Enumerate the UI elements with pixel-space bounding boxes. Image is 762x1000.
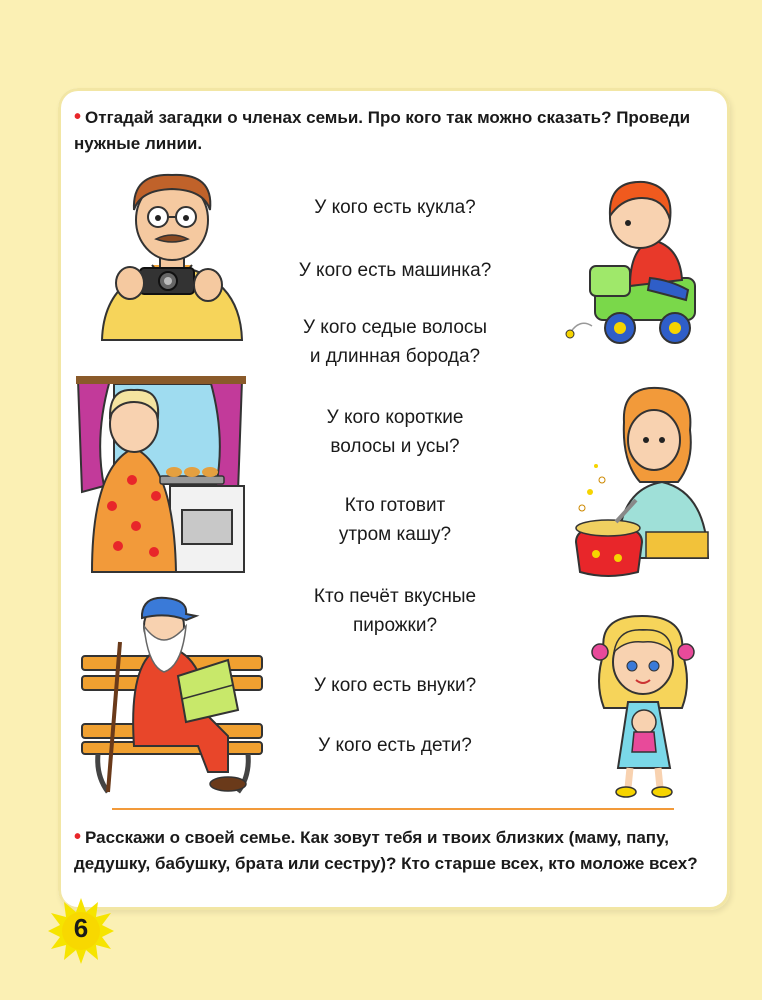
section-divider (112, 808, 674, 810)
question-3 (270, 313, 520, 371)
question-2-line-1: У кого есть машинка? (298, 260, 492, 281)
girl-with-doll-picture (588, 612, 698, 800)
question-7-line-1: У кого есть внуки? (313, 675, 477, 696)
question-1 (270, 193, 520, 222)
question-6 (270, 582, 520, 640)
boy-on-toy-car-picture (560, 168, 710, 348)
question-4-line-2: волосы и усы? (330, 436, 460, 457)
task-2-text: Расскажи о своей семье. Как зовут тебя и твоих близких (маму, папу, дедушку, бабушку, брата или сестру)? Кто старше всех, кто моложе всех? (74, 828, 698, 873)
question-3-line-2: и длинная борода? (309, 346, 481, 367)
father-with-camera-picture (92, 165, 252, 345)
grandfather-reading-picture (78, 596, 270, 796)
bullet-icon: • (74, 826, 82, 848)
task-instruction-1 (74, 104, 714, 157)
question-6-line-1: Кто печёт вкусные (313, 586, 477, 607)
task-instruction-2 (74, 824, 714, 877)
bullet-icon: • (74, 106, 82, 128)
question-4-line-1: У кого короткие (326, 407, 464, 428)
question-6-line-2: пирожки? (352, 615, 438, 636)
task-1-text: Отгадай загадки о членах семьи. Про кого так можно сказать? Проведи нужные линии. (74, 108, 691, 153)
question-5 (270, 491, 520, 549)
question-5-line-1: Кто готовит (344, 495, 446, 516)
mother-cooking-picture (566, 382, 714, 582)
grandmother-baking-picture (74, 376, 250, 576)
question-7 (270, 671, 520, 700)
page-number: 6 (73, 913, 89, 943)
question-1-line-1: У кого есть кукла? (314, 197, 476, 218)
question-5-line-2: утром кашу? (338, 524, 452, 545)
question-8 (270, 731, 520, 760)
question-3-line-1: У кого седые волосы (302, 317, 488, 338)
question-4 (270, 403, 520, 461)
question-8-line-1: У кого есть дети? (318, 735, 472, 756)
question-2 (270, 256, 520, 285)
